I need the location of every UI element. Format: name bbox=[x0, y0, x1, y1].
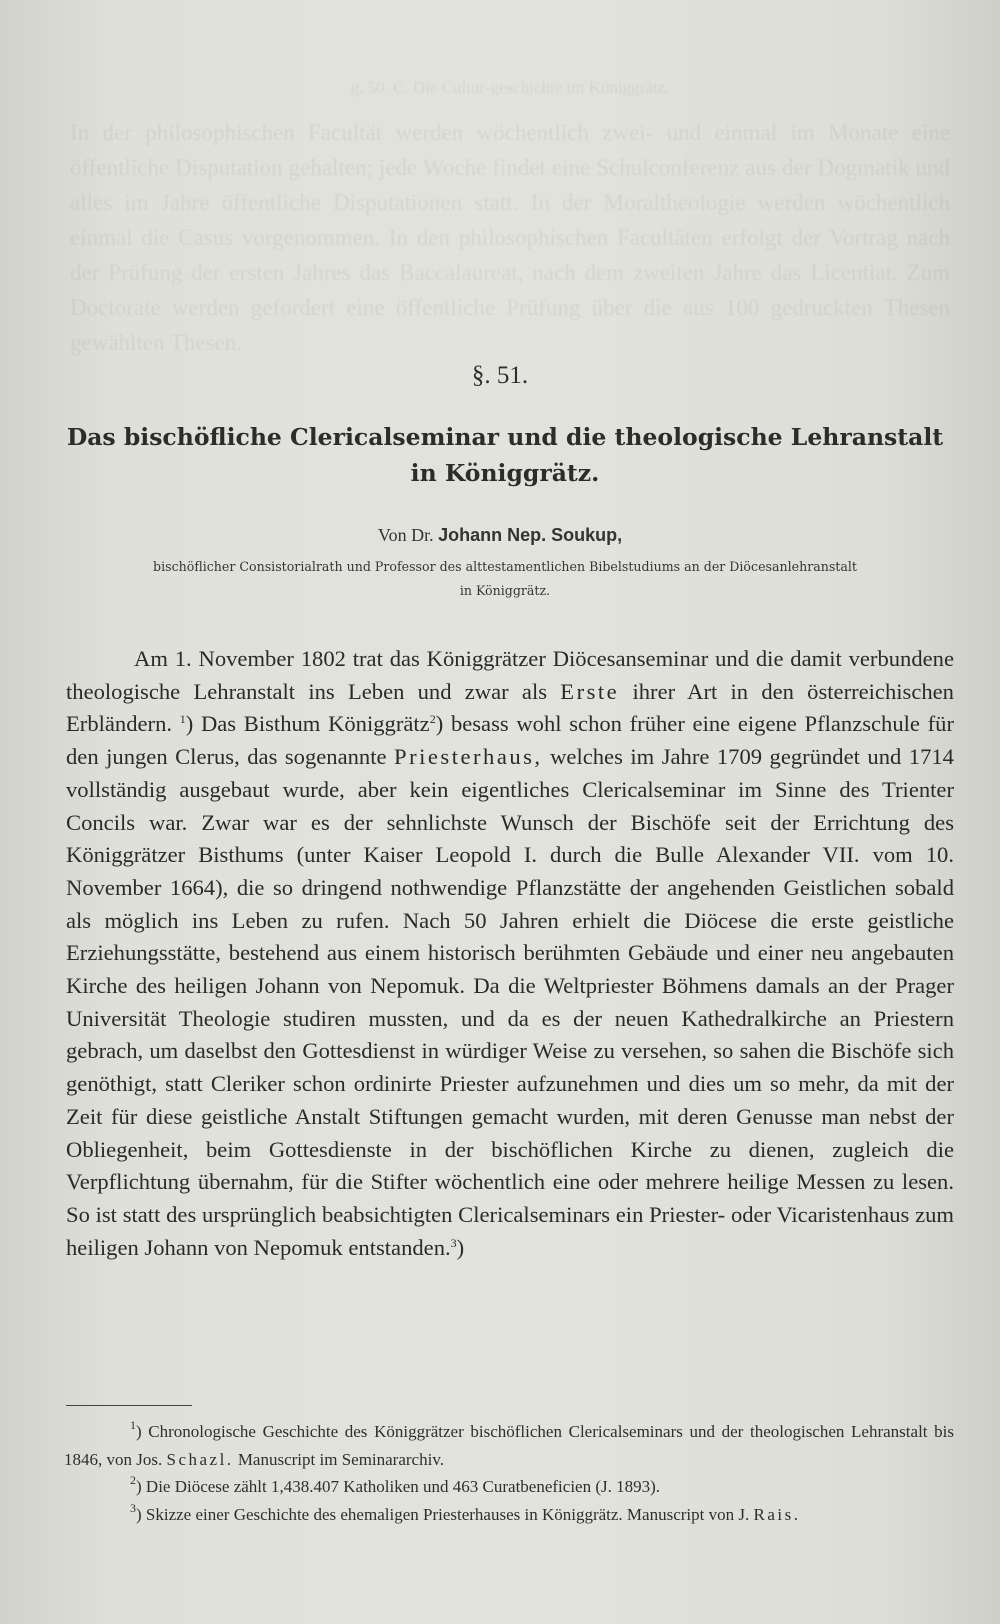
footnote-divider bbox=[66, 1405, 192, 1406]
author-affiliation bbox=[70, 555, 940, 603]
affiliation-line: bischöflicher Consistorialrath und Professor des alttestamentlichen Bibelstudiums an der Diöcesanlehranstalt bbox=[153, 559, 857, 574]
footnote-author: Schazl. bbox=[166, 1449, 234, 1469]
bleed-through-header: g. 50. C. Die Cultur-geschichte im Königgrätz. bbox=[350, 78, 670, 97]
body-text: ) bbox=[456, 1234, 465, 1260]
footnote-2 bbox=[64, 1473, 954, 1501]
footnote-1 bbox=[64, 1418, 954, 1473]
author-name: Johann Nep. Soukup, bbox=[438, 525, 623, 545]
footnote-ref: 2 bbox=[429, 712, 436, 727]
author-line bbox=[0, 525, 1000, 546]
body-paragraph bbox=[66, 643, 954, 1264]
footnote-mark: 2 bbox=[130, 1473, 136, 1487]
section-number: §. 51. bbox=[471, 362, 529, 389]
body-text: ihrer Art in den österreichischen Erbländern. bbox=[66, 678, 954, 737]
body-text: ) besass wohl schon früher eine eigene Pflanzschule für den jungen Clerus, das sogenannte bbox=[66, 711, 954, 770]
footnote-mark: 1 bbox=[130, 1418, 136, 1432]
footnote-mark: 3 bbox=[130, 1500, 136, 1515]
emphasis-priesterhaus: Priesterhaus, bbox=[394, 744, 543, 770]
footnote-ref: 1 bbox=[179, 712, 186, 727]
footnote-text: Manuscript im Seminararchiv. bbox=[237, 1449, 444, 1469]
author-prefix: Von Dr. bbox=[377, 525, 434, 545]
footnote-ref: 3 bbox=[450, 1235, 457, 1250]
footnote-text: ) Skizze einer Geschichte des ehemaligen Priesterhauses in Königgrätz. Manuscript von J. bbox=[136, 1504, 750, 1524]
body-text: Am 1. November 1802 trat das Königgrätzer Diöcesanseminar und die damit verbundene theologische Lehranstalt ins Leben und zwar als bbox=[66, 646, 954, 704]
emphasis-erste: Erste bbox=[560, 678, 620, 704]
article-title: Das bischöfliche Clericalseminar und die theologische Lehranstalt in Königgrätz. bbox=[66, 423, 944, 487]
body-text: ) Das Bisthum Königgrätz bbox=[185, 711, 430, 737]
footnote-3 bbox=[64, 1501, 954, 1529]
bleed-through-paragraph: In der philosophischen Facultät werden wöchentlich zwei- und einmal im Monate eine öffentliche Disputation gehalten; jede Woche findet eine Schulconferenz aus der Dogmatik und alles im Jahre öffentliche Disputationen statt. In der Moraltheologie werden wöchentlich einmal die Casus vorgenommen. In den philosophischen Facultäten erfolgt der Vortrag nach der Prüfung der ersten Jahres das Baccalaureat, nach dem zweiten Jahre das Licentiat. Zum Doctorate werden gefordert eine öffentliche Prüfung über die aus 100 gedruckten Thesen gewählten Thesen. bbox=[70, 120, 950, 355]
footnote-text: ) Die Diöcese zählt 1,438.407 Katholiken und 463 Curatbeneficien (J. 1893). bbox=[136, 1477, 661, 1496]
footnote-text: ) Chronologische Geschichte des Königgrätzer bischöflichen Clericalseminars und der theologischen Lehranstalt bis 1846, von Jos. bbox=[64, 1422, 954, 1469]
footnotes bbox=[64, 1418, 954, 1528]
body-text: welches im Jahre 1709 gegründet und 1714 vollständig ausgebaut wurde, aber kein eigentliches Clericalseminar im Sinne des Trienter Concils war. Zwar war es der sehnlichste Wunsch der Bischöfe seit der Errichtung des Königgrätzer Bisthums (unter Kaiser Leopold I. durch die Bulle Alexander VII. vom 10. November 1664), die so dringend nothwendige Pflanzstätte der angehenden Geistlichen sobald als möglich ins Leben zu rufen. Nach 50 Jahren erhielt die Diöcese die erste geistliche Erziehungsstätte, bestehend aus einem historisch berühmten Gebäude und einer neu angebauten Kirche des heiligen Johann von Nepomuk. Da die Weltpriester Böhmens damals an der Prager Universität Theologie studiren mussten, und da es der neuen Kathedralkirche an Priestern gebrach, um daselbst den Gottesdienst in würdiger Weise zu versehen, so sahen die Bischöfe sich genöthigt, statt Cleriker schon ordinirte Priester aufzunehmen und dies um so mehr, da mit der Zeit für diese geistliche Anstalt Stiftungen gemacht wurden, mit deren Genusse man nebst der Obliegenheit, beim Gottesdienste in der bischöflichen Kirche zu dienen, zugleich die Verpflichtung übernahm, für die Stifter wöchentlich eine oder mehrere heilige Messen zu lesen. So ist statt des ursprünglich beabsichtigten Clericalseminars ein Priester- oder Vicaristenhaus zum heiligen Johann von Nepomuk entstanden. bbox=[66, 744, 954, 1260]
bleed-through-text bbox=[70, 70, 950, 360]
footnote-author: Rais. bbox=[753, 1504, 801, 1524]
affiliation-line: in Königgrätz. bbox=[459, 583, 551, 598]
